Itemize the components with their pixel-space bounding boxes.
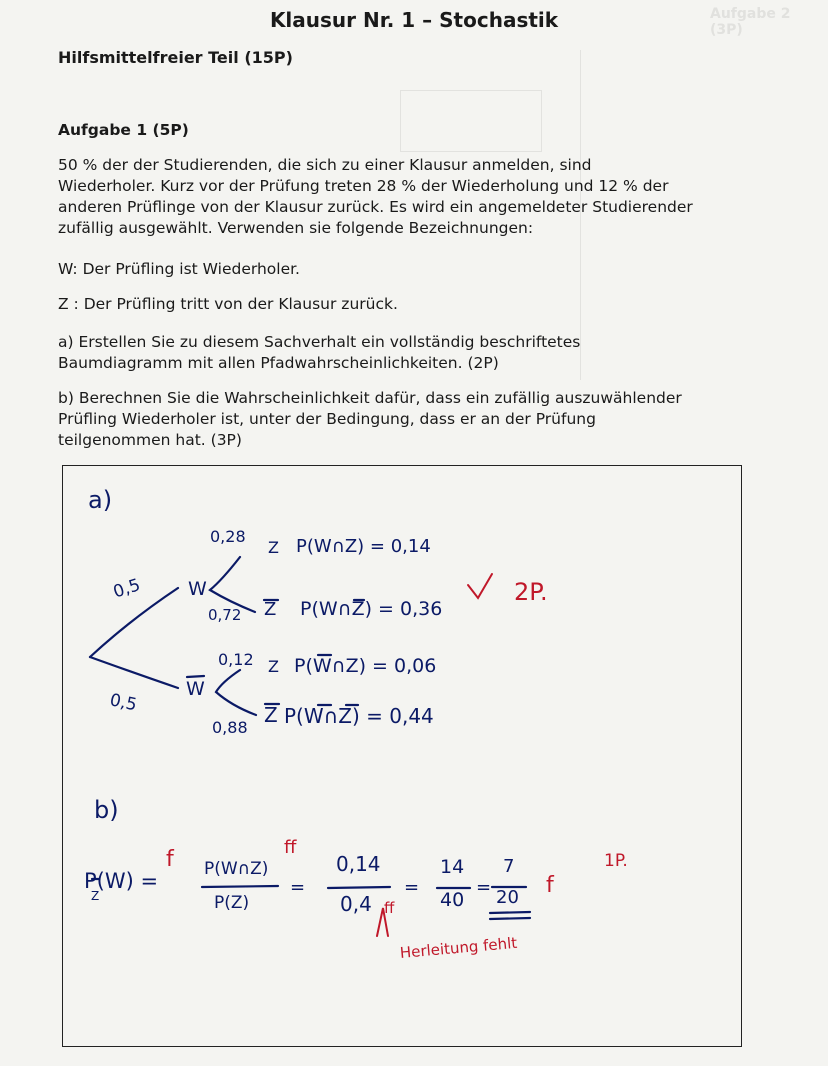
path-wbar-z: P(W∩Z) = 0,06 [294, 655, 437, 677]
error-mark-2: ff [284, 837, 297, 858]
section-subtitle: Hilfsmittelfreier Teil (15P) [58, 48, 293, 67]
prob-wbar: 0,5 [107, 690, 139, 716]
leaf-zbar-1: Z [264, 599, 277, 620]
error-mark-4: f [546, 873, 554, 898]
part-a-line: Baumdiagramm mit allen Pfadwahrscheinlichkeiten. (2P) [58, 354, 499, 372]
fraction4-numerator: 7 [503, 856, 515, 877]
part-a-question [58, 332, 758, 374]
intro-line: Wiederholer. Kurz vor der Prüfung treten 28 % der Wiederholung und 12 % der [58, 177, 669, 195]
prob-z-given-w: 0,28 [210, 527, 246, 546]
prob-w: 0,5 [110, 575, 143, 603]
fraction1-numerator: P(W∩Z) [204, 859, 269, 879]
fraction3-denominator: 40 [440, 889, 465, 911]
fraction1-denominator: P(Z) [214, 893, 250, 913]
part-a-line: a) Erstellen Sie zu diesem Sachverhalt ein vollständig beschriftetes [58, 333, 581, 351]
path-w-z: P(W∩Z) = 0,14 [296, 536, 431, 557]
page-title: Klausur Nr. 1 – Stochastik [269, 8, 559, 32]
calc-lhs: P(W) = [84, 869, 159, 893]
intro-line: 50 % der der Studierenden, die sich zu einer Klausur anmelden, sind [58, 156, 592, 174]
equals-sign-2: = [404, 877, 420, 898]
points-b: 1P. [604, 851, 628, 871]
calc-lhs-subscript: Z [91, 889, 100, 903]
label-b: b) [94, 796, 119, 824]
intro-line: anderen Prüflinge von der Klausur zurück. Es wird ein angemeldeter Studierender [58, 198, 693, 216]
bleed-through-background: Aufgabe 2 (3P) [560, 0, 828, 470]
error-mark-1: f [166, 847, 174, 872]
task-title: Aufgabe 1 (5P) [58, 121, 189, 139]
part-b-line: b) Berechnen Sie die Wahrscheinlichkeit dafür, dass ein zufällig auszuwählender [58, 389, 682, 407]
intro-line: zufällig ausgewählt. Verwenden sie folgende Bezeichnungen: [58, 219, 534, 237]
fraction2-numerator: 0,14 [336, 852, 381, 876]
leaf-zbar-2: Z [264, 703, 278, 727]
leaf-z-2: Z [268, 657, 279, 676]
prob-zbar-given-w: 0,72 [208, 606, 242, 624]
label-a: a) [88, 486, 113, 514]
leaf-z-1: Z [268, 538, 279, 557]
fraction2-denominator: 0,4 [340, 892, 372, 916]
node-w: W [188, 578, 207, 600]
part-b-question [58, 388, 758, 451]
path-wbar-zbar: P(W∩Z) = 0,44 [284, 704, 434, 728]
task-intro [58, 155, 758, 239]
fraction4-denominator: 20 [496, 887, 519, 908]
definition-w: W: Der Prüfling ist Wiederholer. [58, 260, 300, 278]
definition-z: Z : Der Prüfling tritt von der Klausur zurück. [58, 295, 398, 313]
fraction3-numerator: 14 [440, 856, 465, 878]
equals-sign-1: = [290, 877, 306, 898]
node-wbar: W [186, 678, 205, 700]
prob-z-given-wbar: 0,12 [218, 650, 254, 669]
grader-comment: Herleitung fehlt [399, 933, 518, 962]
part-b-line: teilgenommen hat. (3P) [58, 431, 242, 449]
path-w-zbar: P(W∩Z) = 0,36 [300, 598, 443, 620]
part-b-line: Prüfling Wiederholer ist, unter der Bedingung, dass er an der Prüfung [58, 410, 596, 428]
prob-zbar-given-wbar: 0,88 [212, 718, 248, 737]
points-a: 2P. [514, 578, 548, 606]
equals-sign-3: = [476, 877, 492, 898]
error-mark-3: ff [384, 899, 395, 917]
